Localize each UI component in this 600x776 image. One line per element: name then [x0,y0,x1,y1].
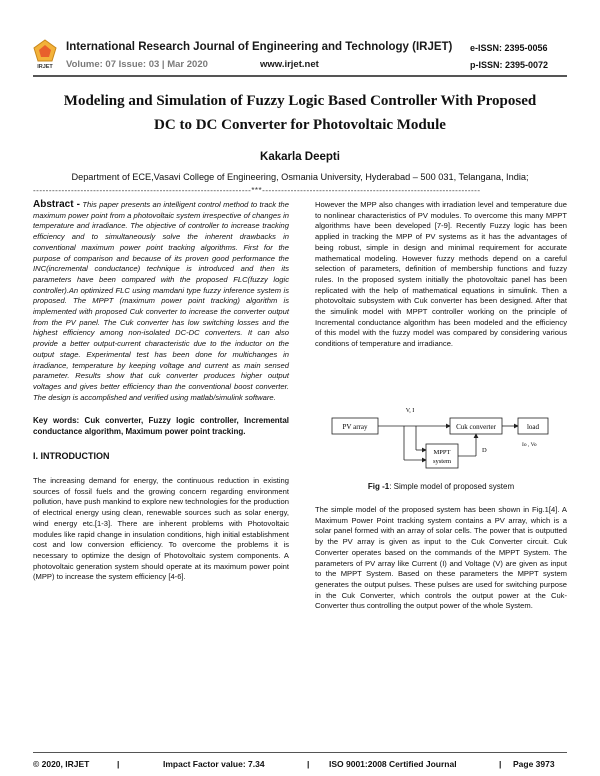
pv-array-label: PV array [342,423,368,431]
right-column-top [315,200,567,350]
author-affiliation: Department of ECE,Vasavi College of Engineering, Osmania University, Hyderabad – 500 031, Telangana, India; [71,172,529,182]
title-line-2: DC to DC Converter for Photovoltaic Module [154,117,446,133]
footer [33,759,567,769]
cuk-converter-label: Cuk converter [456,423,496,431]
right-column-bottom [315,505,567,612]
journal-title: International Research Journal of Engineering and Technology (IRJET) [66,41,453,53]
footer-page: Page 3973 [513,759,555,769]
footer-sep-3: | [499,759,502,769]
d-label: D [482,447,487,454]
intro-paragraph: The increasing demand for energy, the continuous reduction in existing sources of fossil fuels and the growing concern regarding environment pollution, have push mankind to explore new technologies for the production of electrical energy using clean, renewable sources such as solar energy, wind energy etc.[1-3]. There are inherent problems with Photovoltaic modules like rapid change in insulation conditions, high initial establishment cost and low conversion efficiency. To overcome the problems it is necessary to optimize the design of Photovoltaic system components. A photovoltaic generation system should operate at its maximum power point (MPP) to increase the system efficiency [4-6]. [33,476,289,582]
footer-sep-2: | [307,759,310,769]
keywords: Key words: Cuk converter, Fuzzy logic controller, Incremental conductance algorithm, Maximum power point tracking. [33,416,289,437]
author-name: Kakarla Deepti [260,151,340,163]
vi-label: V, I [405,408,415,414]
separator-line: ---------------------------------------------------------------------***--------------------------------------------------------------------- [33,186,481,195]
paper-title [20,89,580,137]
right-paragraph-2: The simple model of the proposed system has been shown in Fig.1[4]. A Maximum Power Point tracking system contains a PV array, which is a solar panel formed with an array of solar cells. The power that is outputted by the PV array is given as input to the Cuk Converter circuit. Cuk Converter operates based on the commands of the MPPT System. The parameters of PV array like Current (I) and Voltage (V) are given as input to the MPPT System. Based on these parameters the MPPT system generates the output pulses. These pulses are used for switching purpose in the Cuk Converter, which controls the output power at the Cuk-Converter thus controlling the output power of the whole System. [315,505,567,611]
e-issn: e-ISSN: 2395-0056 [470,43,548,53]
irjet-logo [33,39,57,69]
figure-block-diagram [330,398,552,476]
intro-heading: I. INTRODUCTION [33,451,110,462]
mppt-label-1: MPPT [433,449,451,456]
left-column [33,200,289,583]
load-label: load [526,423,540,431]
figure-caption [315,482,567,491]
abstract [33,200,289,403]
p-issn: p-ISSN: 2395-0072 [470,60,549,70]
header-rule [33,75,567,77]
caption-text: : Simple model of proposed system [389,482,515,491]
logo-text: IRJET [37,64,53,69]
title-line-1: Modeling and Simulation of Fuzzy Logic Based Controller With Proposed [63,93,537,109]
io-vo-label: Io , Vo [522,442,537,448]
mppt-label-2: system [432,458,452,465]
footer-iso: ISO 9001:2008 Certified Journal [329,759,457,769]
right-paragraph-1: However the MPP also changes with irradiation level and temperature due to nonlinear characteristics of PV modules. To overcome this many MPPT algorithms have been developed [7-9]. Recently Fuzzy logic has been applied in tracking the MPP of PV systems as it has the advantages of being robust, simple in design and minimal requirement for accurate mathematical modeling. However fuzzy methods depend on a careful selection of parameters, definition of membership functions and fuzzy rules. In the proposed system initially the photovoltaic panel has been replicated with the help of mathematical equations in simulink. Then a photovoltaic subsystem with Cuk converter has been designed. After that the simulink model with MPPT controller working on the principle of Incremental conductance algorithm has been modeled and the efficiency of this model with the fuzzy model was compared by considering various conditions of temperature and irradiance. [315,200,567,349]
abstract-text: This paper presents an intelligent control method to track the maximum power point from a photovoltaic system irrespective of changes in temperature and irradiance. The objective of controller to increase tracking efficiency and to simultaneously solve the inherent drawbacks in conventional maximum power point tracking algorithms. First for the purpose of comparison and because of its proven good performance the INC(incremental conductance) technique is introduced and then its parameters have been compared with the proposed FLC(fuzzy logic controller).An optimized FLC using mamdani type fuzzy inference system is proposed. The MPPT (maximum power point tracking) algorithm is implemented with proposed Cuk converter to increase the converter output from the PV panel. The Cuk converter has low switching losses and the highest efficiency among non-isolated DC-DC converters. It can also provide a better output-current characteristic due to the inductor on the output stage. Experimental test has been done for multichanges in irradiance, temperature by keeping voltage and current as main sensed parameter. Results show that cuk converter produces higher output voltages and gives better efficiency than the conventional boost converter. The design is accomplished and verified using matlab/simulink software. [33,200,289,402]
caption-bold: Fig -1 [367,482,390,491]
footer-copyright: © 2020, IRJET [33,759,90,769]
footer-rule [33,752,567,753]
abstract-heading: Abstract - [33,199,80,210]
footer-impact: Impact Factor value: 7.34 [163,759,265,769]
footer-sep-1: | [117,759,120,769]
volume-issue: Volume: 07 Issue: 03 | Mar 2020 [66,59,208,70]
journal-url[interactable]: www.irjet.net [260,59,319,70]
